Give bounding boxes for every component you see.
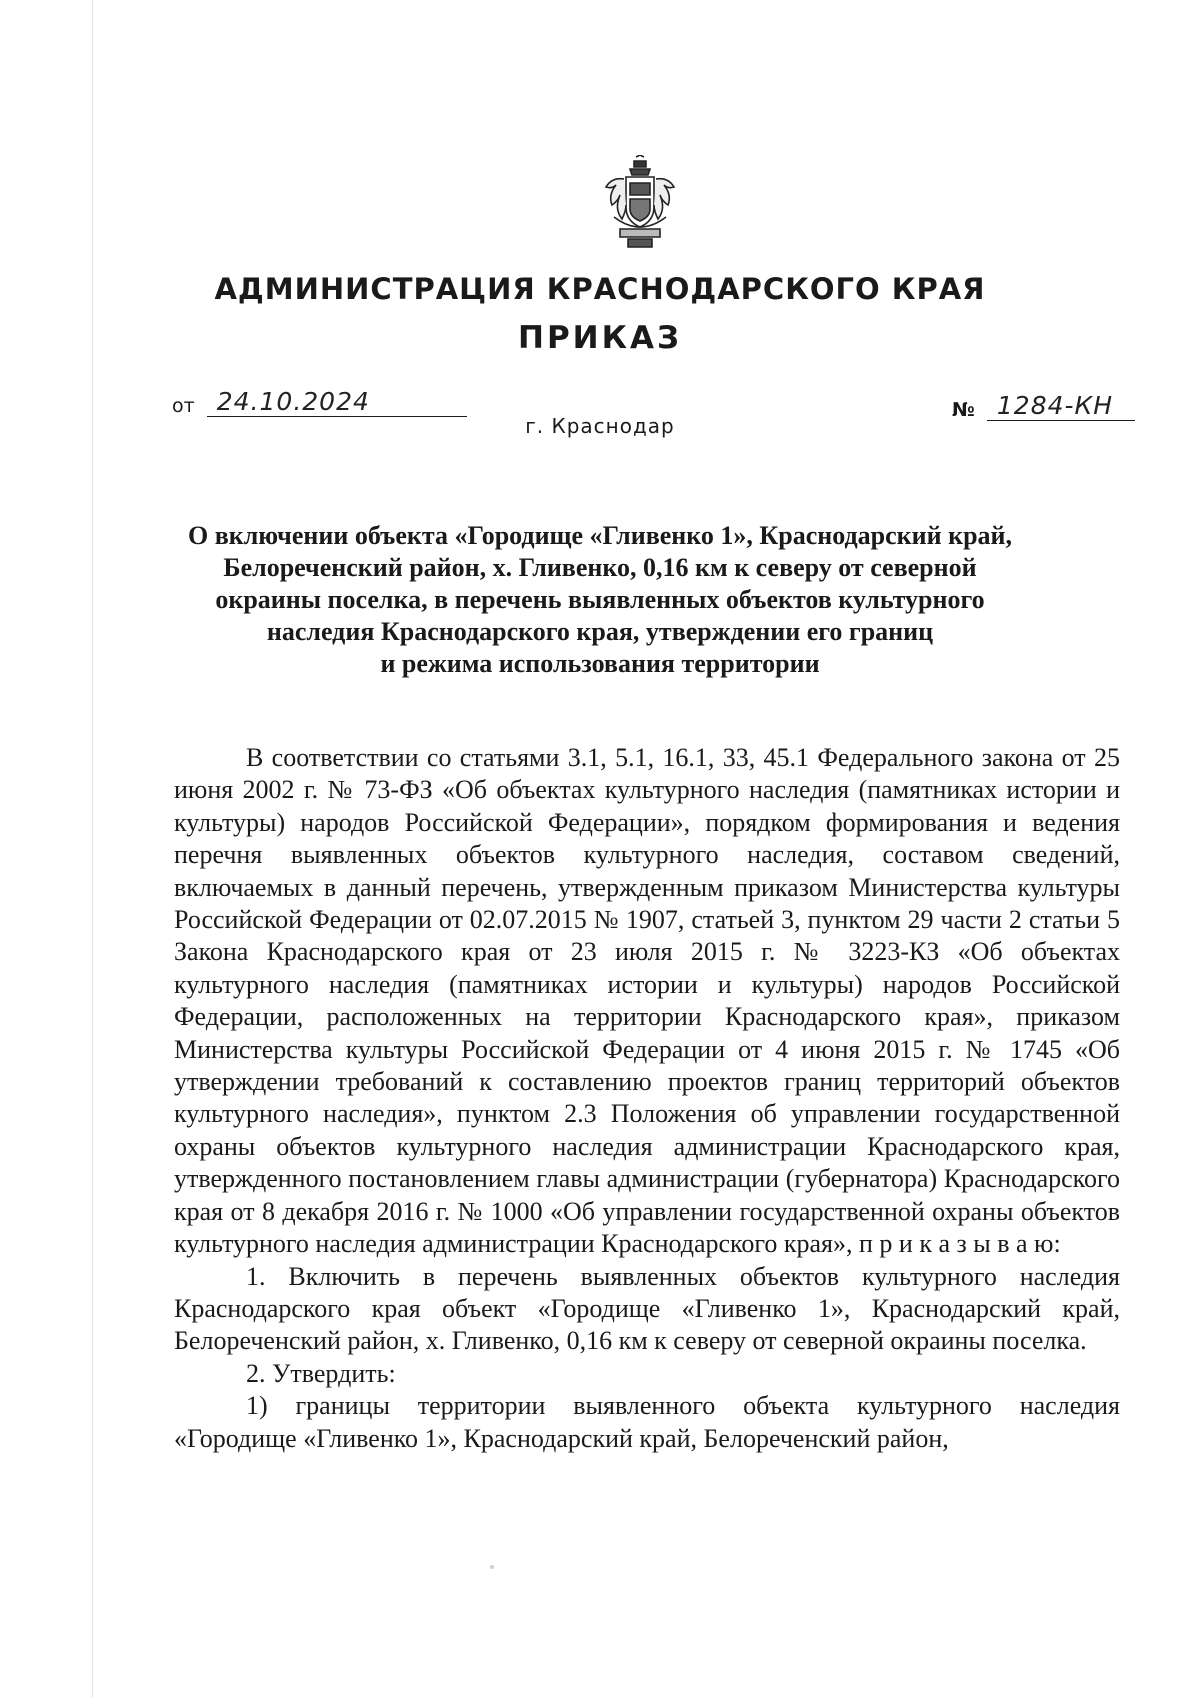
date-field — [172, 386, 467, 417]
number-prefix: № — [952, 399, 975, 421]
document-type: ПРИКАЗ — [518, 320, 682, 356]
subject-line: Белореченский район, х. Гливенко, 0,16 км к северу от северной — [223, 553, 977, 582]
subject-line: окраины поселка, в перечень выявленных объектов культурного — [215, 585, 985, 614]
organization-title: АДМИНИСТРАЦИЯ КРАСНОДАРСКОГО КРАЯ — [214, 272, 986, 306]
clause-2-1-paragraph: 1) границы территории выявленного объекта культурного наследия «Городище «Гливенко 1», Краснодарский край, Белореченский район, — [174, 1391, 1120, 1453]
clause-1-paragraph: 1. Включить в перечень выявленных объектов культурного наследия Краснодарского края объект «Городище «Гливенко 1», Краснодарский край, Белореченский район, х. Гливенко, 0,16 км к северу от северной окраины поселка. — [174, 1261, 1120, 1356]
subject-line: О включении объекта «Городище «Гливенко 1», Краснодарский край, — [187, 521, 1013, 550]
order-body — [174, 742, 1120, 1455]
subject-line: наследия Краснодарского края, утверждении его границ — [266, 617, 934, 646]
scan-speck — [490, 1565, 494, 1569]
coat-of-arms-icon — [600, 155, 680, 251]
handwritten-date: 24.10.2024 — [216, 387, 370, 416]
city-name: г. Краснодар — [525, 414, 675, 438]
handwritten-number: 1284-КН — [996, 391, 1114, 420]
preamble-paragraph: В соответствии со статьями 3.1, 5.1, 16.1, 33, 45.1 Федерального закона от 25 июня 2002 г. № 73-ФЗ «Об объектах культурного наследия (памятниках истории и культуры) народов Российской Федерации», порядком формирования и ведения перечня выявленных объектов культурного наследия, составом сведений, включаемых в данный перечень, утвержденным приказом Министерства культуры Российской Федерации от 02.07.2015 № 1907, статьей 3, пунктом 29 части 2 статьи 5 Закона Краснодарского края от 23 июля 2015 г. № 3223-КЗ «Об объектах культурного наследия (памятниках истории и культуры) народов Российской Федерации, расположенных на территории Краснодарского края», приказом Министерства культуры Российской Федерации от 4 июня 2015 г. № 1745 «Об утверждении требований к составлению проектов границ территорий объектов культурного наследия», пунктом 2.3 Положения об управлении государственной охраны объектов культурного наследия администрации Краснодарского края, утвержденного постановлением главы администрации (губернатора) Краснодарского края от 8 декабря 2016 г. № 1000 «Об управлении государственной охраны объектов культурного наследия администрации Краснодарского края», п р и к а з ы в а ю: — [174, 743, 1120, 1259]
clause-2-paragraph: 2. Утвердить: — [246, 1358, 396, 1388]
subject-line: и режима использования территории — [380, 649, 820, 678]
scan-edge-line — [92, 0, 93, 1698]
order-subject — [150, 520, 1050, 680]
date-prefix: от — [172, 395, 195, 417]
date-underline — [207, 386, 467, 417]
